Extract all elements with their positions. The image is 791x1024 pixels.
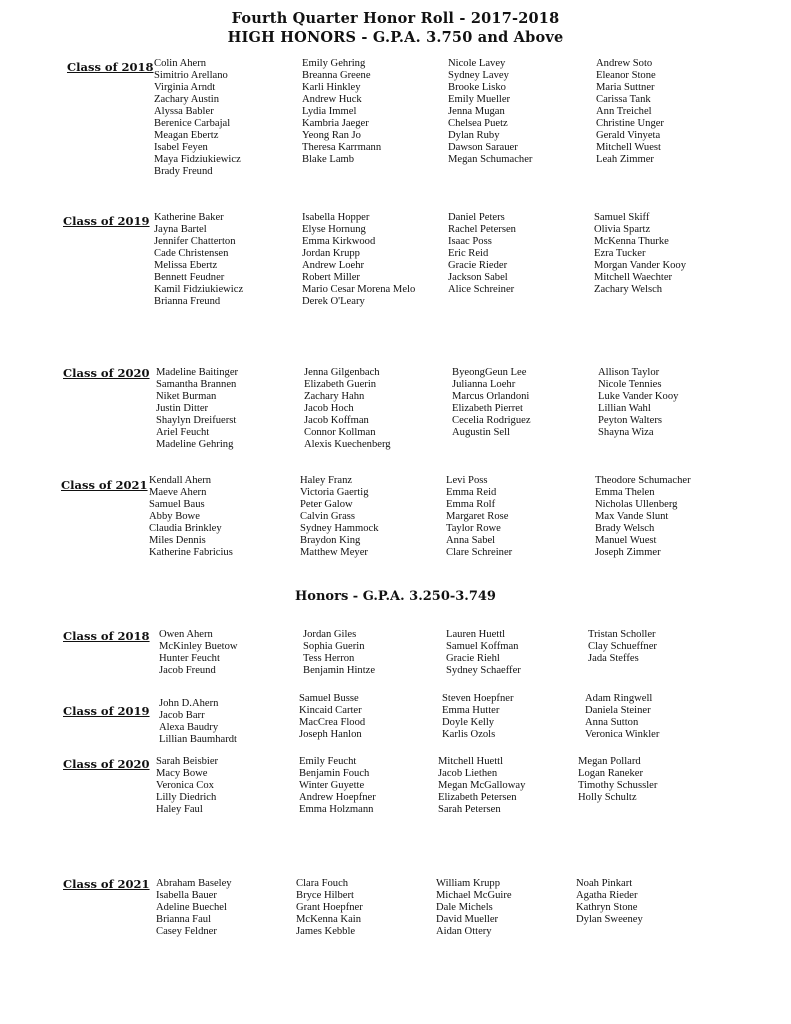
student-name: Lauren Huettl [446,629,506,640]
student-name: Gracie Rieder [448,260,508,271]
student-name: Benjamin Fouch [299,768,370,779]
student-name: Derek O'Leary [302,296,365,307]
student-name: Nicole Lavey [448,58,506,69]
student-name: Meagan Ebertz [154,130,219,141]
student-name: Shaylyn Dreifuerst [156,415,237,426]
student-name: Jackson Sabel [448,272,508,283]
student-name: McKinley Buetow [159,641,238,652]
student-name: Owen Ahern [159,629,213,640]
student-name: Abby Bowe [149,511,200,522]
h-2020-col-4 [578,756,728,804]
student-name: McKenna Kain [296,914,362,925]
student-name: Isabel Feyen [154,142,208,153]
student-name: Andrew Huck [302,94,362,105]
student-name: Blake Lamb [302,154,355,165]
student-name: Brooke Lisko [448,82,506,93]
student-name: Andrew Hoepfner [299,792,376,803]
student-name: Karli Hinkley [302,82,361,93]
student-name: Tess Herron [303,653,355,664]
student-name: Lillian Baumhardt [159,734,237,745]
student-name: Rachel Petersen [448,224,516,235]
student-name: Joseph Zimmer [595,547,661,558]
hh-class-2020-label: Class of 2020 [63,366,150,380]
student-name: Samuel Baus [149,499,205,510]
hh-2020-col-3 [452,367,602,439]
student-name: Sarah Beisbier [156,756,219,767]
student-name: Jordan Giles [303,629,357,640]
student-name: Kamil Fidziukiewicz [154,284,244,295]
student-name: Miles Dennis [149,535,206,546]
student-name: Jennifer Chatterton [154,236,236,247]
h-2019-col-4 [585,693,735,741]
h-2021-col-2 [296,878,446,938]
student-name: Brady Welsch [595,523,655,534]
hh-2019-col-3 [448,212,598,296]
student-name: Emily Feucht [299,756,357,767]
student-name: Katherine Fabricius [149,547,233,558]
student-name: Mitchell Wuest [596,142,661,153]
student-name: Allison Taylor [598,367,660,378]
student-name: Emma Hutter [442,705,500,716]
student-name: Madeline Baitinger [156,367,239,378]
student-name: Shayna Wiza [598,427,654,438]
h-2019-col-1 [159,698,309,746]
student-name: Kendall Ahern [149,475,212,486]
student-name: Sydney Lavey [448,70,509,81]
student-name: Noah Pinkart [576,878,633,889]
hh-2021-col-3 [446,475,596,559]
student-name: Robert Miller [302,272,360,283]
student-name: Olivia Spartz [594,224,651,235]
student-name: Bryce Hilbert [296,890,354,901]
student-name: Hunter Feucht [159,653,220,664]
student-name: Brianna Faul [156,914,212,925]
student-name: Gracie Riehl [446,653,500,664]
student-name: Peter Galow [300,499,353,510]
student-name: David Mueller [436,914,499,925]
student-name: Maya Fidziukiewicz [154,154,241,165]
student-name: Alice Schreiner [448,284,515,295]
student-name: Sydney Hammock [300,523,379,534]
student-name: McKenna Thurke [594,236,669,247]
student-name: Luke Vander Kooy [598,391,679,402]
student-name: Theresa Karrmann [302,142,382,153]
page-title: Fourth Quarter Honor Roll - 2017-2018 [231,10,560,27]
student-name: Calvin Grass [300,511,356,522]
student-name: Kambria Jaeger [302,118,369,129]
student-name: Mitchell Waechter [594,272,673,283]
student-name: Dylan Ruby [448,130,500,141]
student-name: Dawson Sarauer [448,142,518,153]
student-name: Alyssa Babler [154,106,214,117]
student-name: Grant Hoepfner [296,902,363,913]
student-name: Connor Kollman [304,427,376,438]
student-name: Andrew Loehr [302,260,365,271]
student-name: Jacob Koffman [304,415,369,426]
hh-2019-col-1 [154,212,304,308]
h-2021-col-1 [156,878,306,938]
student-name: Kincaid Carter [299,705,362,716]
h-2018-col-2 [303,629,453,677]
h-class-2020-label: Class of 2020 [63,757,150,771]
student-name: Alexis Kuechenberg [304,439,391,450]
student-name: Emma Thelen [595,487,655,498]
student-name: Doyle Kelly [442,717,495,728]
student-name: Max Vande Slunt [595,511,669,522]
student-name: Zachary Welsch [594,284,663,295]
h-class-2019-label: Class of 2019 [63,704,150,718]
student-name: Jenna Gilgenbach [304,367,380,378]
student-name: Adeline Buechel [156,902,227,913]
student-name: Melissa Ebertz [154,260,218,271]
student-name: Adam Ringwell [585,693,653,704]
student-name: Agatha Rieder [576,890,638,901]
student-name: Brady Freund [154,166,213,177]
hh-2019-col-4 [594,212,744,296]
hh-2020-col-1 [156,367,306,451]
h-2020-col-3 [438,756,588,816]
student-name: Benjamin Hintze [303,665,376,676]
hh-2018-col-1 [154,58,304,178]
student-name: Matthew Meyer [300,547,368,558]
student-name: Ariel Feucht [156,427,210,438]
student-name: Haley Franz [300,475,353,486]
student-name: Victoria Gaertig [300,487,369,498]
hh-2021-col-1 [149,475,299,559]
student-name: Maeve Ahern [149,487,207,498]
student-name: Samuel Koffman [446,641,519,652]
honors-title: Honors - G.P.A. 3.250-3.749 [295,589,496,604]
student-name: Dylan Sweeney [576,914,643,925]
student-name: Samantha Brannen [156,379,237,390]
h-2021-col-4 [576,878,726,926]
student-name: Emma Rolf [446,499,496,510]
student-name: Megan Schumacher [448,154,533,165]
hh-2021-col-4 [595,475,745,559]
student-name: Megan McGalloway [438,780,526,791]
student-name: Yeong Ran Jo [302,130,361,141]
hh-2018-col-3 [448,58,598,166]
student-name: Megan Pollard [578,756,641,767]
student-name: Ezra Tucker [594,248,646,259]
student-name: Manuel Wuest [595,535,657,546]
h-2018-col-4 [588,629,738,665]
student-name: Cecelia Rodriguez [452,415,531,426]
student-name: Berenice Carbajal [154,118,231,129]
h-2019-col-2 [299,693,449,741]
student-name: Ann Treichel [596,106,652,117]
student-name: Steven Hoepfner [442,693,514,704]
student-name: Alexa Baudry [159,722,219,733]
student-name: Jacob Hoch [304,403,354,414]
student-name: Anna Sabel [446,535,496,546]
student-name: Theodore Schumacher [595,475,691,486]
student-name: Maria Suttner [596,82,655,93]
student-name: Julianna Loehr [452,379,516,390]
student-name: Samuel Skiff [594,212,650,223]
student-name: Logan Raneker [578,768,644,779]
student-name: Veronica Winkler [585,729,660,740]
student-name: Dale Michels [436,902,493,913]
student-name: Anna Sutton [585,717,639,728]
student-name: Jacob Liethen [438,768,498,779]
student-name: Zachary Austin [154,94,220,105]
student-name: Carissa Tank [596,94,651,105]
student-name: Marcus Orlandoni [452,391,530,402]
student-name: John D.Ahern [159,698,219,709]
hh-class-2019-label: Class of 2019 [63,214,150,228]
student-name: Margaret Rose [446,511,509,522]
hh-2020-col-4 [598,367,748,439]
student-name: Jordan Krupp [302,248,360,259]
h-class-2021-label: Class of 2021 [63,877,150,891]
student-name: Clare Schreiner [446,547,513,558]
student-name: Daniel Peters [448,212,505,223]
student-name: Aidan Ottery [436,926,492,937]
h-2018-col-3 [446,629,596,677]
student-name: Elizabeth Petersen [438,792,517,803]
student-name: Madeline Gehring [156,439,234,450]
student-name: Timothy Schussler [578,780,658,791]
hh-2019-col-2 [302,212,452,308]
student-name: Emily Gehring [302,58,366,69]
student-name: Brianna Freund [154,296,221,307]
student-name: Jacob Barr [159,710,205,721]
student-name: Lillian Wahl [598,403,651,414]
student-name: Braydon King [300,535,361,546]
high-honors-title: HIGH HONORS - G.P.A. 3.750 and Above [227,29,564,46]
student-name: Haley Faul [156,804,203,815]
student-name: James Kebble [296,926,356,937]
student-name: Lydia Immel [302,106,357,117]
student-name: Cade Christensen [154,248,229,259]
student-name: Gerald Vinyeta [596,130,661,141]
student-name: Kathryn Stone [576,902,638,913]
student-name: Lilly Diedrich [156,792,217,803]
h-2020-col-1 [156,756,306,816]
student-name: Emma Kirkwood [302,236,376,247]
student-name: Clara Fouch [296,878,349,889]
student-name: MacCrea Flood [299,717,366,728]
hh-2021-col-2 [300,475,450,559]
student-name: Andrew Soto [596,58,653,69]
student-name: Mitchell Huettl [438,756,504,767]
hh-2018-col-4 [596,58,746,166]
student-name: Casey Feldner [156,926,217,937]
student-name: Breanna Greene [302,70,371,81]
student-name: Jacob Freund [159,665,216,676]
student-name: Joseph Hanlon [299,729,362,740]
hh-class-2021-label: Class of 2021 [61,478,148,492]
student-name: Veronica Cox [156,780,214,791]
student-name: Leah Zimmer [596,154,654,165]
student-name: Niket Burman [156,391,217,402]
student-name: Bennett Feudner [154,272,225,283]
h-2019-col-3 [442,693,592,741]
student-name: Sarah Petersen [438,804,501,815]
student-name: Sydney Schaeffer [446,665,521,676]
h-2018-col-1 [159,629,309,677]
student-name: Emily Mueller [448,94,511,105]
student-name: Jenna Mugan [448,106,505,117]
h-class-2018-label: Class of 2018 [63,629,150,643]
student-name: Taylor Rowe [446,523,501,534]
student-name: Nicholas Ullenberg [595,499,678,510]
student-name: Mario Cesar Morena Melo [302,284,416,295]
student-name: Isabella Bauer [156,890,217,901]
student-name: Samuel Busse [299,693,359,704]
student-name: Katherine Baker [154,212,224,223]
student-name: Eleanor Stone [596,70,656,81]
student-name: Jada Steffes [588,653,639,664]
student-name: Zachary Hahn [304,391,365,402]
student-name: Macy Bowe [156,768,208,779]
student-name: Justin Ditter [156,403,209,414]
student-name: Isaac Poss [448,236,492,247]
student-name: Morgan Vander Kooy [594,260,686,271]
student-name: Jayna Bartel [154,224,207,235]
hh-2020-col-2 [304,367,454,451]
student-name: Isabella Hopper [302,212,370,223]
student-name: Karlis Ozols [442,729,496,740]
student-name: Sophia Guerin [303,641,365,652]
student-name: Augustin Sell [452,427,510,438]
student-name: Chelsea Puetz [448,118,508,129]
student-name: Claudia Brinkley [149,523,222,534]
student-name: Elizabeth Pierret [452,403,523,414]
h-2021-col-3 [436,878,586,938]
student-name: William Krupp [436,878,501,889]
student-name: Clay Schueffner [588,641,657,652]
student-name: Colin Ahern [154,58,207,69]
student-name: Peyton Walters [598,415,662,426]
hh-2018-col-2 [302,58,452,166]
hh-class-2018-label: Class of 2018 [67,60,154,74]
student-name: Levi Poss [446,475,488,486]
student-name: Virginia Arndt [154,82,216,93]
student-name: Daniela Steiner [585,705,651,716]
student-name: Michael McGuire [436,890,512,901]
student-name: Tristan Scholler [588,629,656,640]
h-2020-col-2 [299,756,449,816]
student-name: Simitrio Arellano [154,70,228,81]
student-name: Christine Unger [596,118,664,129]
student-name: Holly Schultz [578,792,637,803]
student-name: Elizabeth Guerin [304,379,377,390]
student-name: Nicole Tennies [598,379,662,390]
student-name: Winter Guyette [299,780,365,791]
student-name: Emma Reid [446,487,497,498]
student-name: Abraham Baseley [156,878,232,889]
student-name: Elyse Hornung [302,224,366,235]
student-name: Emma Holzmann [299,804,374,815]
student-name: ByeongGeun Lee [452,367,527,378]
student-name: Eric Reid [448,248,489,259]
